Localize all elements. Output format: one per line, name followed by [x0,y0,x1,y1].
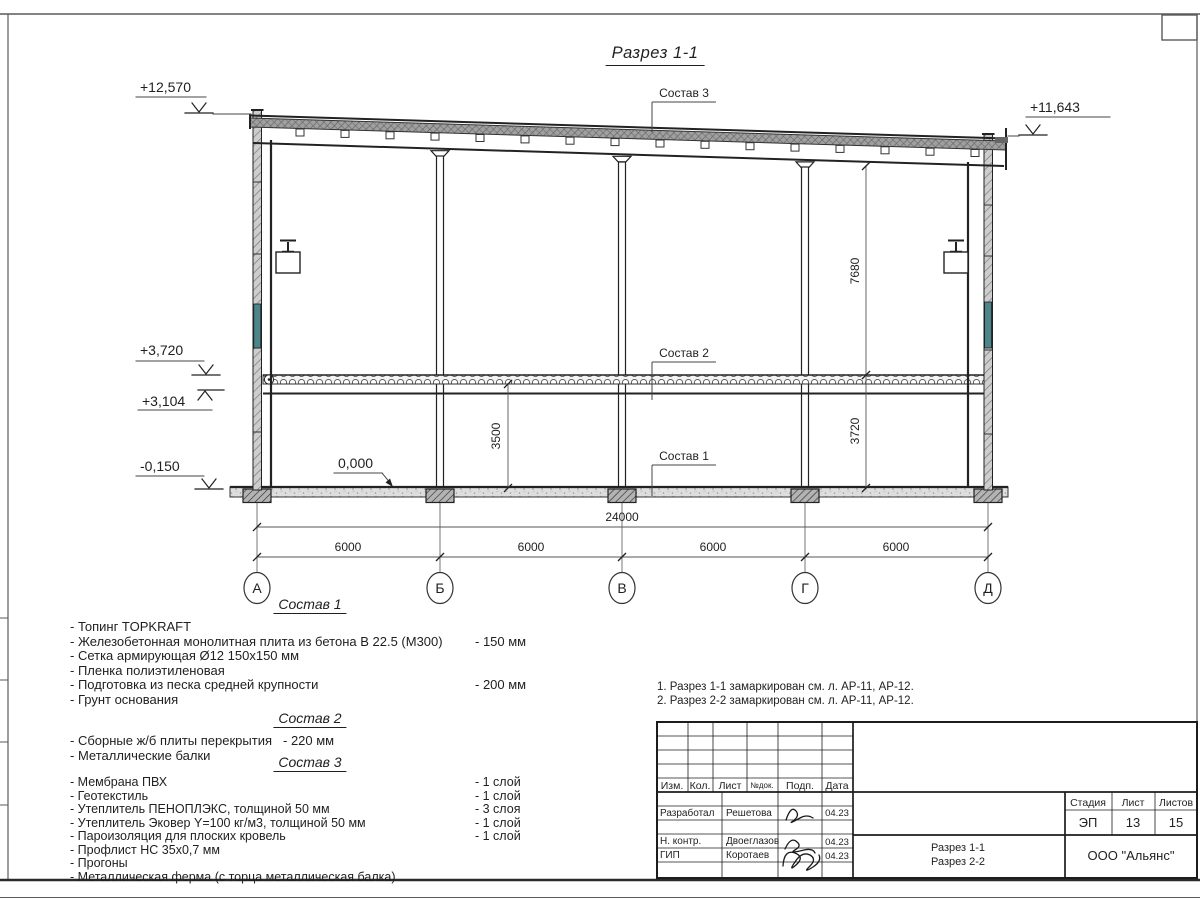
stamp-doc-line2: Разрез 2-2 [930,856,986,868]
dim-3500-label: 3500 [489,422,503,450]
sostav2-header: Состав 2 [273,710,346,728]
right-wall [944,134,995,490]
stamp-name-reshetova: Решетова [726,808,772,819]
list-item: - Сетка армирующая Ø12 150х150 мм [70,648,300,664]
sostav1-list [70,620,550,708]
elevation-ground-out [136,458,223,489]
left-wall [251,110,300,490]
axis-bubble-a [244,573,270,604]
stamp-col-kol: Кол. [689,780,711,792]
stamp-role-razrabotal: Разработал [660,808,715,819]
list-item: - Металлические балки [70,748,211,763]
stamp-company: ООО "Альянс" [1087,848,1175,863]
stamp-sheets-label: Листов [1158,797,1194,809]
dim-lines-vertical [508,166,866,488]
dim-ticks [504,162,870,492]
dim-span2-label: 6000 [517,540,545,554]
stamp-name-dvoeglazov: Двоеглазов [726,836,780,847]
dim-span4-label: 6000 [882,540,910,554]
stamp-col-ndok: №док. [750,781,774,790]
elevation-floor2-label: +3,720 [140,342,184,358]
list-item: - Подготовка из песка средней крупности - 200 мм [70,677,527,693]
elevation-marker-icon [195,479,223,489]
list-item: - Сборные ж/б плиты перекрытия - 220 мм [70,733,335,748]
callout-sostav2 [652,346,716,400]
roof-edge-detail [995,137,1008,143]
list-item: - Утеплитель ПЕНОПЛЭКС, толщиной 50 мм - 3 слоя [70,802,521,816]
elevation-ground-out-label: -0,150 [140,458,180,474]
axis-bubble-v [609,573,635,604]
title-block [657,722,1197,878]
callout-sostav1-label: Состав 1 [659,449,709,463]
sostav3-header: Состав 3 [273,754,346,772]
axis-bubble-g [792,573,818,604]
sostav1-header: Состав 1 [273,596,346,614]
axis-b-label: Б [435,580,445,596]
elevation-zero-label: 0,000 [338,455,374,471]
page-frame [0,14,1200,898]
elevation-roof-right [1008,99,1110,136]
dim-24000-label: 24000 [605,510,639,524]
stamp-stage-label: Стадия [1070,797,1106,809]
elevation-floor2 [136,342,220,375]
elevation-marker-icon [185,103,213,113]
notes-block [657,681,914,708]
stamp-sheet-value: 13 [1125,815,1141,830]
corner-format-box [1162,15,1197,40]
callout-sostav3-label: Состав 3 [659,86,709,100]
axis-a-label: А [252,580,262,596]
right-window [985,302,992,348]
list-item: - Грунт основания [70,691,179,707]
stamp-col-list: Лист [718,780,742,792]
stamp-name-korotaev: Коротаев [726,850,770,861]
page-title: Разрез 1-1 [606,44,705,66]
elevation-beam-bottom [138,390,224,410]
callout-sostav3 [652,86,716,132]
axis-bubbles [244,573,1001,604]
roof [250,114,1008,170]
elevation-roof-left [136,79,251,114]
list-item: - Пленка полиэтиленовая [70,662,225,678]
axis-d-label: Д [983,580,993,596]
callout-sostav2-label: Состав 2 [659,346,709,360]
leader-arrow-icon [386,479,394,488]
elevation-roof-left-label: +12,570 [140,79,191,95]
sostav3-list [70,776,550,884]
axis-v-label: В [617,580,627,596]
dim-span3-label: 6000 [699,540,727,554]
right-crane-bracket [944,252,968,273]
list-item: - Геотекстиль - 1 слой [70,788,521,803]
left-crane-bracket [276,252,300,273]
note-line: 2. Разрез 2-2 замаркирован см. л. АР-11, АР-12. [657,694,914,707]
list-item: - Топинг TOPKRAFT [70,619,192,634]
stamp-date-3: 04.23 [825,851,849,862]
list-item: - Пароизоляция для плоских кровель - 1 слой [70,829,521,843]
list-item: - Металлическая ферма (с торца металлическая балка) [70,869,396,884]
signature-icon [783,809,820,870]
dim-span1-label: 6000 [334,540,362,554]
axis-bubble-d [975,573,1001,604]
axis-g-label: Г [801,580,809,596]
elevation-marker-up-icon [198,390,224,400]
dim-3720-label: 3720 [848,417,862,445]
stamp-sheet-label: Лист [1121,797,1145,809]
axis-bubble-b [427,573,453,604]
elevation-marker-icon [192,365,220,375]
dim-7680-label: 7680 [848,257,862,285]
list-item: - Железобетонная монолитная плита из бетона В 22.5 (М300) - 150 мм [70,633,527,649]
list-item: - Утеплитель Эковер Y=100 кг/м3, толщиной 50 мм - 1 слой [70,815,521,830]
note-line: 1. Разрез 1-1 замаркирован см. л. АР-11, АР-12. [657,681,914,693]
stamp-sheets-value: 15 [1168,815,1184,830]
elevation-marker-icon [1019,125,1047,135]
stamp-role-nkontr: Н. контр. [660,836,702,847]
left-window [254,304,261,348]
stamp-role-gip: ГИП [660,850,680,861]
elevation-roof-right-label: +11,643 [1030,99,1080,115]
list-item: - Мембрана ПВХ - 1 слой [70,775,521,789]
building-section [230,110,1008,503]
stamp-doc-line1: Разрез 1-1 [930,842,986,854]
stamp-date-1: 04.23 [825,808,849,819]
elevation-beam-bottom-label: +3,104 [142,393,186,409]
stamp-stage-value: ЭП [1078,815,1098,830]
stamp-date-2: 04.23 [825,837,849,848]
elevation-zero [334,455,393,487]
list-item: - Профлист НС 35х0,7 мм [70,842,220,857]
list-item: - Прогоны [70,856,128,870]
stamp-col-izm: Изм. [660,780,684,792]
stamp-col-podp: Подп. [786,780,814,792]
stamp-col-data: Дата [825,780,849,792]
